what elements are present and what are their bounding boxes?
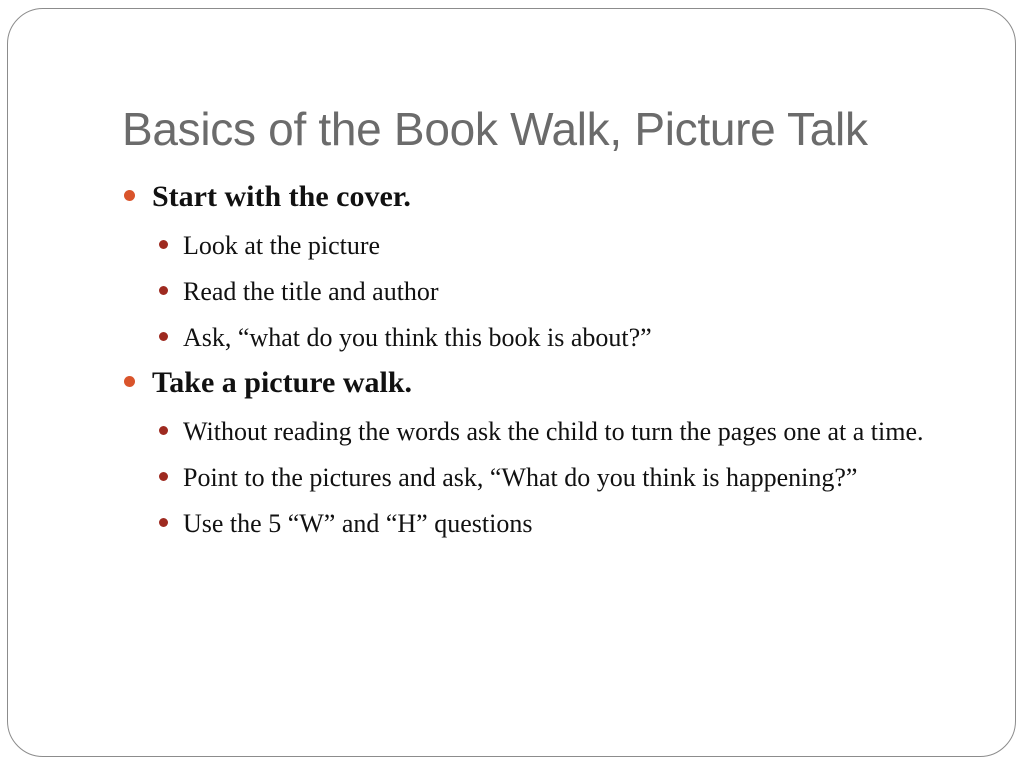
sub-bullet-dot-icon (159, 286, 168, 295)
sub-bullet-text: Read the title and author (183, 277, 439, 306)
bullet-list (124, 177, 954, 549)
bullet-heading-text: Start with the cover. (152, 180, 411, 213)
bullet-dot-icon (124, 376, 135, 387)
sub-bullet-item (156, 225, 954, 266)
bullet-dot-icon (124, 190, 135, 201)
sub-bullet-text: Look at the picture (183, 231, 381, 260)
sub-bullet-text: Point to the pictures and ask, “What do you think is happening?” (183, 463, 858, 492)
slide-title: Basics of the Book Walk, Picture Talk (122, 103, 868, 155)
sub-bullet-item (156, 317, 954, 358)
bullet-heading-cover (124, 177, 954, 217)
sub-bullet-dot-icon (159, 518, 168, 527)
sub-bullet-item (156, 457, 954, 498)
sub-bullet-dot-icon (159, 332, 168, 341)
sub-bullet-item (156, 503, 954, 544)
slide-frame (7, 8, 1016, 757)
sub-bullet-dot-icon (159, 426, 168, 435)
sub-bullet-item (156, 271, 954, 312)
bullet-heading-picture-walk (124, 363, 954, 403)
sub-bullet-text: Use the 5 “W” and “H” questions (183, 509, 533, 538)
sub-bullet-item (156, 411, 954, 452)
sub-bullet-text: Ask, “what do you think this book is about?” (183, 323, 652, 352)
sub-bullet-dot-icon (159, 472, 168, 481)
bullet-heading-text: Take a picture walk. (152, 366, 413, 399)
sub-bullet-dot-icon (159, 240, 168, 249)
sub-bullet-text: Without reading the words ask the child to turn the pages one at a time. (183, 417, 924, 446)
